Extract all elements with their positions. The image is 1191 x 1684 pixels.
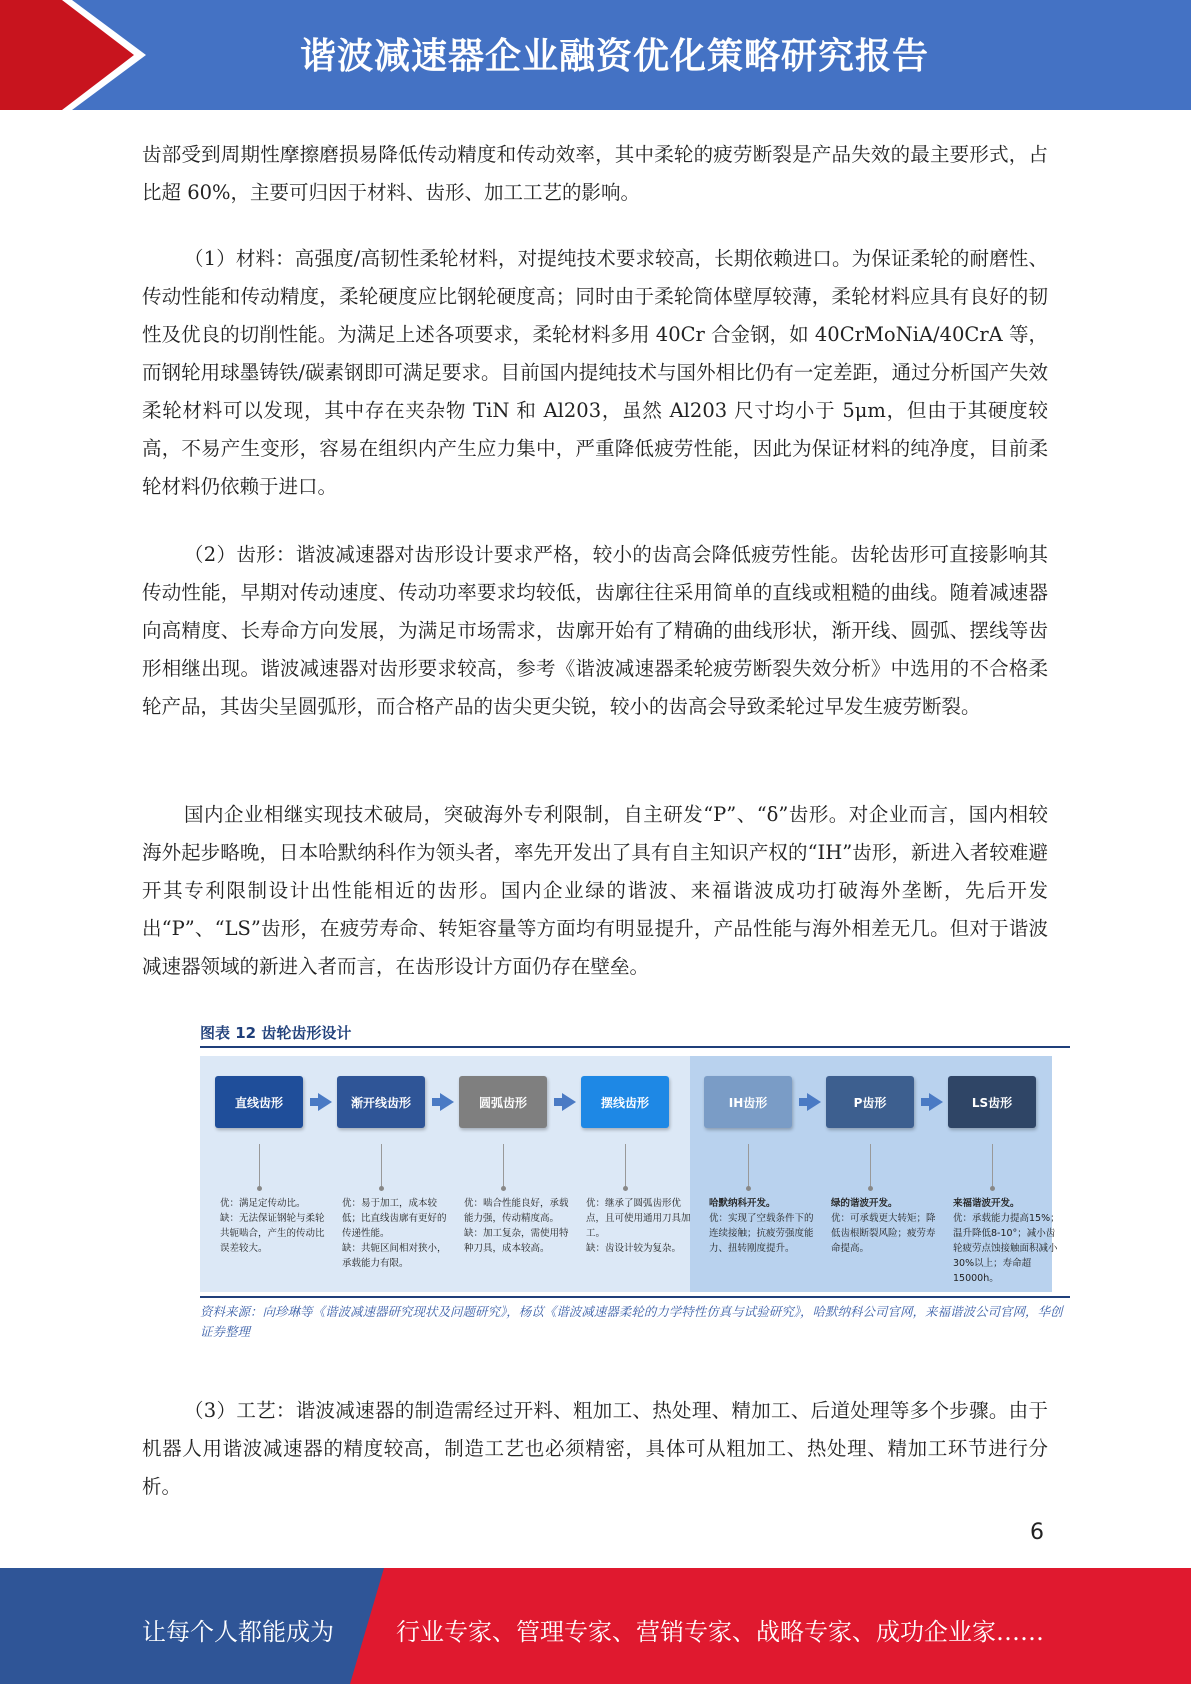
desc-involute-profile: 优：易于加工，成本较低；比直线齿廓有更好的传递性能。 缺：共轭区间相对狭小，承载能力有限。: [342, 1198, 447, 1269]
connector-line: [503, 1144, 504, 1188]
paragraph-domestic-breakthrough: 国内企业相继实现技术破局，突破海外专利限制，自主研发“P”、“δ”齿形。对企业而言，国内相较海外起步略晚，日本哈默纳科作为领头者，率先开发出了具有自主知识产权的“IH”齿形，新进入者较难避开其专利限制设计出性能相近的齿形。国内企业绿的谐波、来福谐波成功打破海外垄断，先后开发出“P”、“LS”齿形，在疲劳寿命、转矩容量等方面均有明显提升，产品性能与海外相差无几。但对于谐波减速器领域的新进入者而言，在齿形设计方面仍存在壁垒。: [142, 803, 1048, 978]
connector-line: [625, 1144, 626, 1188]
arrow-icon: [318, 1093, 332, 1111]
figure-tooth-profile-design: [200, 1020, 1070, 1342]
connector-dot: [623, 1186, 628, 1191]
connector-line: [748, 1144, 749, 1188]
arrow-icon: [807, 1093, 821, 1111]
figure-diagram-panel: [200, 1056, 1060, 1292]
figure-source: 资料来源：向珍琳等《谐波减速器研究现状及问题研究》，杨苡《谐波减速器柔轮的力学特性仿真与试验研究》，哈默纳科公司官网，来福谐波公司官网，华创证券整理: [200, 1304, 1063, 1339]
connector-dot: [746, 1186, 751, 1191]
node-ls-profile: LS齿形: [948, 1076, 1036, 1128]
footer-slogan-right: 行业专家、管理专家、营销专家、战略专家、成功企业家……: [396, 1618, 1044, 1646]
desc-straight-profile: 优：满足定传动比。 缺：无法保证钢轮与柔轮共轭啮合，产生的传动比误差较大。: [220, 1198, 325, 1254]
connector-dot: [501, 1186, 506, 1191]
desc-arc-profile: 优：啮合性能良好，承载能力强，传动精度高。 缺：加工复杂，需使用特种刀具，成本较高。: [464, 1198, 569, 1254]
node-p-profile: P齿形: [826, 1076, 914, 1128]
desc-ls-profile: 来福谐波开发。 优：承载能力提高15%；温升降低8-10°；减小齿轮疲劳点蚀接触面积减小30%以上；寿命超15000h。: [953, 1198, 1060, 1284]
connector-line: [259, 1144, 260, 1188]
desc-cycloid-profile: 优：继承了圆弧齿形优点，且可使用通用刀具加工。 缺：齿设计较为复杂。: [586, 1198, 691, 1254]
paragraph-intro: 齿部受到周期性摩擦磨损易降低传动精度和传动效率，其中柔轮的疲劳断裂是产品失效的最主要形式，占比超 60%，主要可归因于材料、齿形、加工工艺的影响。: [142, 143, 1048, 204]
node-arc-profile: 圆弧齿形: [459, 1076, 547, 1128]
header-arrow-decoration: [0, 0, 160, 110]
page-header: [0, 0, 1191, 110]
report-title: 谐波减速器企业融资优化策略研究报告: [300, 36, 930, 77]
arrow-icon: [562, 1093, 576, 1111]
desc-ih-profile: 哈默纳科开发。 优：实现了空载条件下的连续接触；抗疲劳强度能力、扭转刚度提升。: [709, 1198, 814, 1254]
connector-dot: [257, 1186, 262, 1191]
node-cycloid-profile: 摆线齿形: [581, 1076, 669, 1128]
connector-dot: [379, 1186, 384, 1191]
connector-line: [870, 1144, 871, 1188]
arrow-icon: [440, 1093, 454, 1111]
node-ih-profile: IH齿形: [704, 1076, 792, 1128]
paragraph-material: （1）材料：高强度/高韧性柔轮材料，对提纯技术要求较高，长期依赖进口。为保证柔轮的耐磨性、传动性能和传动精度，柔轮硬度应比钢轮硬度高；同时由于柔轮筒体壁厚较薄，柔轮材料应具有良好的韧性及优良的切削性能。为满足上述各项要求，柔轮材料多用 40Cr 合金钢，如 40CrMoNiA/40CrA 等，而钢轮用球墨铸铁/碳素钢即可满足要求。目前国内提纯技术与国外相比仍有一定差距，通过分析国产失效柔轮材料可以发现，其中存在夹杂物 TiN 和 Al203，虽然 Al203 尺寸均小于 5μm，但由于其硬度较高，不易产生变形，容易在组织内产生应力集中，严重降低疲劳性能，因此为保证材料的纯净度，目前柔轮材料仍依赖于进口。: [142, 247, 1048, 498]
connector-dot: [990, 1186, 995, 1191]
footer-slogan-left: 让每个人都能成为: [142, 1618, 334, 1646]
page-number: 6: [1030, 1520, 1044, 1545]
node-straight-profile: 直线齿形: [215, 1076, 303, 1128]
paragraph-tooth-profile: （2）齿形：谐波减速器对齿形设计要求严格，较小的齿高会降低疲劳性能。齿轮齿形可直接影响其传动性能，早期对传动速度、传动功率要求均较低，齿廓往往采用简单的直线或粗糙的曲线。随着减速器向高精度、长寿命方向发展，为满足市场需求，齿廓开始有了精确的曲线形状，渐开线、圆弧、摆线等齿形相继出现。谐波减速器对齿形要求较高，参考《谐波减速器柔轮疲劳断裂失效分析》中选用的不合格柔轮产品，其齿尖呈圆弧形，而合格产品的齿尖更尖锐，较小的齿高会导致柔轮过早发生疲劳断裂。: [142, 543, 1048, 718]
figure-bottom-rule: [200, 1296, 1070, 1298]
figure-title: 图表 12 齿轮齿形设计: [200, 1020, 1070, 1048]
connector-line: [992, 1144, 993, 1188]
paragraph-process: （3）工艺：谐波减速器的制造需经过开料、粗加工、热处理、精加工、后道处理等多个步骤。由于机器人用谐波减速器的精度较高，制造工艺也必须精密，具体可从粗加工、热处理、精加工环节进行分析。: [142, 1399, 1048, 1498]
page-footer: [0, 1568, 1191, 1684]
node-involute-profile: 渐开线齿形: [337, 1076, 425, 1128]
desc-p-profile: 绿的谐波开发。 优：可承载更大转矩；降低齿根断裂风险；疲劳寿命提高。: [831, 1198, 936, 1254]
connector-dot: [868, 1186, 873, 1191]
connector-line: [381, 1144, 382, 1188]
arrow-icon: [929, 1093, 943, 1111]
